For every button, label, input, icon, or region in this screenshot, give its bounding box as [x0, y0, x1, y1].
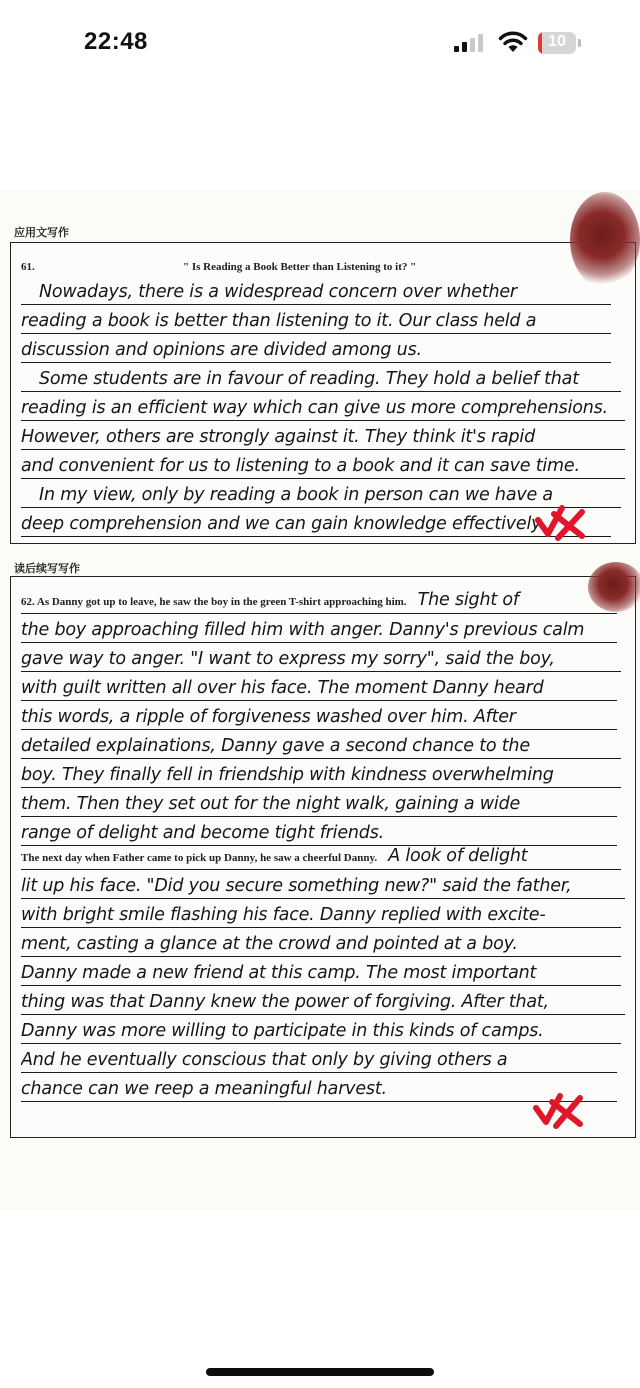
handwritten-text: them. Then they set out for the night walk, gaining a wide [21, 794, 521, 814]
handwritten-line [21, 1074, 617, 1102]
handwritten-line [21, 509, 611, 537]
red-grading-mark-icon [532, 500, 588, 544]
handwritten-line [21, 673, 617, 701]
handwritten-text: Danny made a new friend at this camp. The most important [21, 963, 537, 983]
handwritten-line [21, 760, 621, 788]
ink-stain [570, 192, 640, 288]
handwritten-line [21, 277, 611, 305]
handwritten-text: this words, a ripple of forgiveness washed over him. After [21, 707, 516, 727]
handwritten-line [21, 871, 625, 899]
handwritten-line [21, 306, 611, 334]
handwritten-line [21, 958, 621, 986]
handwritten-line [21, 615, 617, 643]
status-bar [0, 0, 640, 88]
ink-stain [588, 562, 640, 612]
handwritten-text: gave way to anger. "I want to express my sorry", said the boy, [21, 649, 555, 669]
handwritten-text: Nowadays, there is a widespread concern over whether [39, 282, 517, 302]
battery-percentage: 10 [548, 33, 566, 50]
continuation-prompt-2: The next day when Father came to pick up Danny, he saw a cheerful Danny. [21, 852, 378, 864]
handwritten-line [21, 586, 617, 614]
handwritten-text: detailed explainations, Danny gave a second chance to the [21, 736, 530, 756]
exam-answer-sheet-image [0, 190, 640, 1210]
handwritten-text: with bright smile flashing his face. Danny replied with excite- [21, 905, 546, 925]
handwritten-text: range of delight and become tight friends. [21, 823, 384, 843]
handwritten-text: And he eventually conscious that only by giving others a [21, 1050, 508, 1070]
handwritten-text: ment, casting a glance at the crowd and pointed at a boy. [21, 934, 518, 954]
section-label-practical-writing: 应用文写作 [14, 226, 69, 239]
handwritten-text: boy. They finally fell in friendship with kindness overwhelming [21, 765, 554, 785]
answer-box-62 [10, 576, 636, 1138]
question-title-61: " Is Reading a Book Better than Listening to it? " [183, 261, 417, 273]
handwritten-line [21, 789, 617, 817]
handwritten-text: reading a book is better than listening to it. Our class held a [21, 311, 537, 331]
question-number-61: 61. [21, 261, 35, 273]
handwritten-text: and convenient for us to listening to a book and it can save time. [21, 456, 580, 476]
handwritten-text: with guilt written all over his face. The moment Danny heard [21, 678, 544, 698]
handwritten-line [21, 702, 617, 730]
handwritten-line [21, 987, 625, 1015]
handwritten-line [21, 422, 625, 450]
handwritten-text: chance can we reep a meaningful harvest. [21, 1079, 387, 1099]
handwritten-text: A look of delight [388, 846, 528, 866]
home-indicator[interactable] [206, 1368, 434, 1376]
wifi-icon [498, 30, 528, 54]
handwritten-text: In my view, only by reading a book in person can we have a [39, 485, 553, 505]
handwritten-line [21, 364, 621, 392]
handwritten-text: the boy approaching filled him with anger. Danny's previous calm [21, 620, 585, 640]
handwritten-line [21, 451, 625, 479]
handwritten-text: deep comprehension and we can gain knowledge effectively. [21, 514, 546, 534]
handwritten-line [21, 900, 621, 928]
handwritten-line [21, 1045, 617, 1073]
handwritten-text: Some students are in favour of reading. They hold a belief that [39, 369, 579, 389]
handwritten-line [21, 393, 625, 421]
red-grading-mark-icon [530, 1086, 586, 1132]
cellular-signal-icon [454, 34, 488, 52]
handwritten-text: thing was that Danny knew the power of forgiving. After that, [21, 992, 549, 1012]
section-label-continuation-writing: 读后续写写作 [14, 562, 80, 575]
handwritten-line [21, 1016, 621, 1044]
handwritten-text: However, others are strongly against it. They think it's rapid [21, 427, 535, 447]
handwritten-text: Danny was more willing to participate in this kinds of camps. [21, 1021, 544, 1041]
handwritten-line [21, 335, 611, 363]
handwritten-text: The sight of [417, 590, 519, 610]
handwritten-line [21, 842, 621, 870]
handwritten-text: lit up his face. "Did you secure something new?" said the father, [21, 876, 572, 896]
handwritten-text: discussion and opinions are divided among us. [21, 340, 422, 360]
clock-time: 22:48 [84, 28, 148, 55]
handwritten-line [21, 929, 621, 957]
handwritten-line [21, 480, 621, 508]
handwritten-line [21, 644, 621, 672]
handwritten-line [21, 731, 621, 759]
continuation-prompt-1: 62. As Danny got up to leave, he saw the boy in the green T-shirt approaching him. [21, 596, 407, 608]
battery-icon [538, 32, 576, 54]
battery-tip [578, 39, 581, 47]
handwritten-text: reading is an efficient way which can give us more comprehensions. [21, 398, 608, 418]
answer-box-61 [10, 242, 636, 544]
